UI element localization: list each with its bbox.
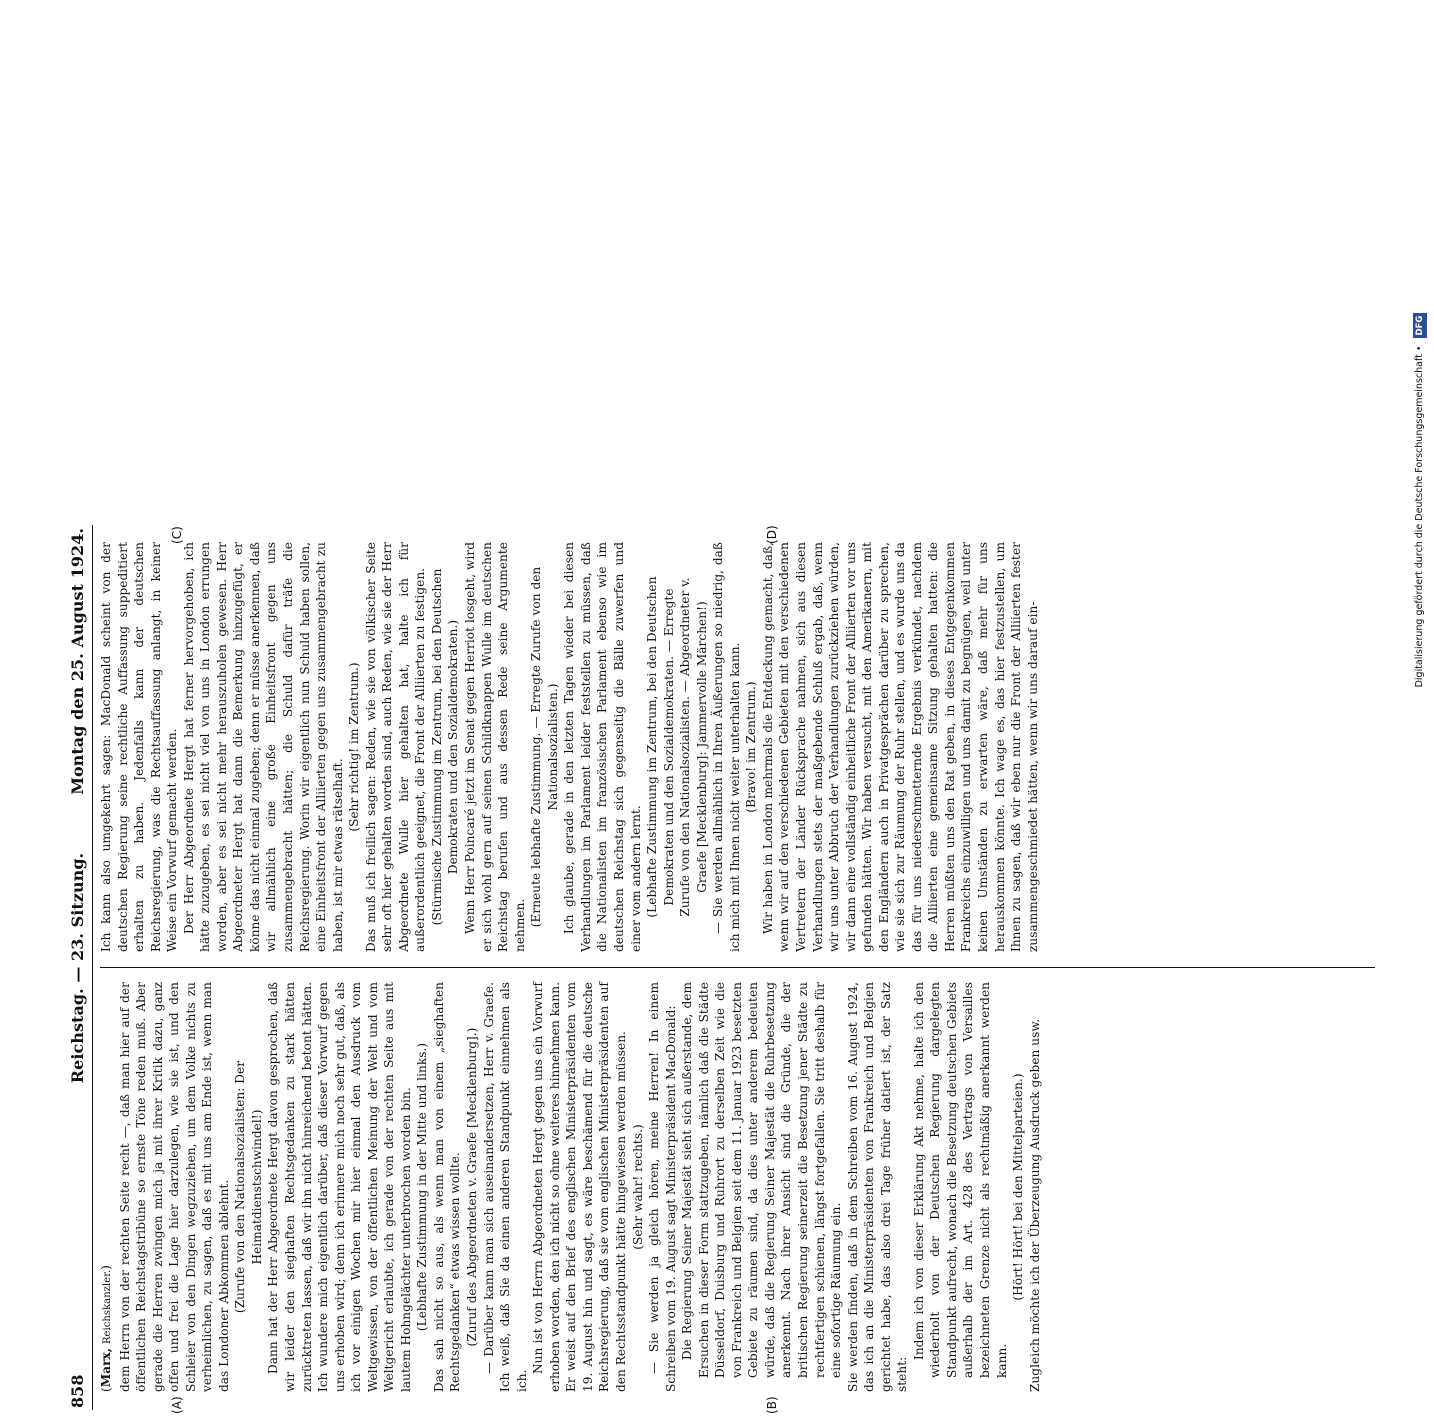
credit-separator: • bbox=[1414, 345, 1425, 352]
paragraph: Dann hat der Herr Abgeordnete Hergt davon gesprochen, daß wir leider den sieghaften Rechtsgedanken zu stark hätten zurücktreten lassen, daß wir ihn nicht hinreichend betont hätten. Ich wundere mich eigentlich darüber, daß dieser Vorwurf gegen uns erhoben wird; denn ich erinnere mich noch sehr gut, daß, als ich vor einigen Wochen mir hier einmal den Ausdruck vom Weltgewissen, von der öffentlichen Meinung der Welt und vom Weltgericht erlaubte, ich gerade von der rechten Seite aus mit lautem Hohngelächter unterbrochen worden bin. bbox=[266, 982, 413, 1392]
speaker-name: Marx, bbox=[99, 1347, 113, 1388]
paragraph: — Sie werden ja gleich hören, meine Herren! In einem Schreiben vom 19. August sagt Ministerpräsident MacDonald: bbox=[647, 982, 678, 1392]
interjection: (Sehr wahr! rechts.) bbox=[630, 1124, 645, 1250]
column-divider bbox=[100, 967, 1375, 968]
quotation: Die Regierung Seiner Majestät sieht sich außerstande, dem Ersuchen in dieser Form stattzugeben, nämlich daß die Städte Düsseldorf, Duisburg und Ruhrort zu derselben Zeit wie die von Frankreich und Belgien seit dem 11. Januar 1923 besetzten Gebiete zu räumen sind, da dies unter anderem bedeuten würde, daß die Regierung Seiner Majestät die Ruhrbesetzung anerkennt. Nach ihrer Ansicht sind die Gründe, die der britischen Regierung seinerzeit die Besetzung jener Städte zu rechtfertigen schienen, längst fortgefallen. Sie tritt deshalb für eine sofortige Räumung ein. bbox=[680, 982, 844, 1378]
paragraph: Ich glaube, gerade in den letzten Tagen wieder bei diesen Verhandlungen im Parlament leider feststellen zu müssen, daß die Nationalisten im französischen Parlament ebenso wie im deutschen Reichstag sich gegenseitig die Bälle zuwerfen und einer vom andern lernt. bbox=[562, 542, 643, 952]
scanned-page bbox=[60, 65, 1415, 1414]
interjection: (Lebhafte Zustimmung in der Mitte und links.) bbox=[415, 1042, 430, 1332]
paragraph: — Darüber kann man sich auseinandersetzen, Herr v. Graefe. Ich weiß, daß Sie da einen anderen Standpunkt einnehmen als ich. bbox=[481, 982, 529, 1392]
margin-marker-b: (B) bbox=[765, 1396, 779, 1414]
speaker-line: (Marx, Reichskanzler.) bbox=[99, 1265, 113, 1392]
digitization-credit bbox=[1413, 220, 1427, 780]
page-number: 858 bbox=[68, 1374, 87, 1408]
paragraph: Sie werden finden, daß in dem Schreiben vom 16. August 1924, das ich an die Ministerpräsidenten von Frankreich und Belgien gerichtet habe, das also drei Tage früher datiert ist, der Satz steht: bbox=[845, 982, 910, 1392]
header-rule bbox=[92, 525, 93, 1410]
interjection: (Lebhafte Zustimmung im Zentrum, bei den Deutschen Demokraten und den Sozialdemokraten. — Erregte Zurufe von den Nationalsozialisten. — Abgeordneter v. Graefe [Mecklenburg]: Jammervolle Märchen!) bbox=[645, 576, 709, 918]
paragraph: Wenn Herr Poincaré jetzt im Senat gegen Herriot losgeht, wird er sich wohl gern auf seinen Schildknappen Wulle im deutschen Reichstag berufen und aus dessen Rede seine Argumente nehmen. bbox=[463, 542, 527, 952]
interjection: (Zuruf des Abgeordneten v. Graefe [Mecklenburg].) bbox=[465, 1027, 480, 1347]
paragraph: — Sie werden allmählich in Ihren Äußerungen so niedrig, daß ich mich mit Ihnen nicht weiter unterhalten kann. bbox=[711, 542, 742, 952]
margin-marker-a: (A) bbox=[170, 1396, 184, 1414]
paragraph: dem Herrn von der rechten Seite recht —, daß man hier auf der öffentlichen Reichstagstribüne so ernste Töne reden muß. Aber gerade die Herren zwingen mich ja mit ihrer Kritik dazu, ganz offen und frei die Lage hier darzulegen, wie sie ist, und den Schleier von den Dingen wegzuziehen, um dem Volke nichts zu verheimlichen, zu sagen, daß es mit uns am Ende ist, wenn man das Londoner Abkommen ablehnt. bbox=[117, 982, 231, 1392]
left-column bbox=[98, 982, 1388, 1392]
interjection: (Sehr richtig! im Zentrum.) bbox=[347, 662, 362, 832]
quotation: Indem ich von dieser Erklärung Akt nehme, halte ich den wiederholt von der Deutschen Regierung dargelegten Standpunkt aufrecht, wonach die Besetzung deutschen Gebiets außerhalb der im Art. 428 des Vertrags von Versailles bezeichneten Grenze nicht als rechtmäßig anerkannt werden kann. bbox=[911, 982, 1009, 1378]
interjection: (Bravo! im Zentrum.) bbox=[744, 681, 759, 813]
interjection: (Stürmische Zustimmung im Zentrum, bei den Deutschen Demokraten und den Sozialdemokraten.) bbox=[429, 568, 461, 926]
right-column bbox=[98, 542, 1388, 952]
page-header bbox=[66, 528, 90, 1408]
paragraph: Wir haben in London mehrmals die Entdeckung gemacht, daß, wenn wir auf den verschiedenen Gebieten mit den verschiedenen Vertretern der Länder Rücksprache nahmen, sich aus diesen Verhandlungen stets der maßgebende Schluß ergab, daß, wenn wir uns unter Abbruch der Verhandlungen zurückziehen würden, wir dann eine vollständig einheitliche Front der Alliierten vor uns gefunden hätten. Wir haben versucht, mit den Amerikanern, mit den Engländern auch in Privatgesprächen darüber zu sprechen, wie sie sich zur Räumung der Ruhr stellen, und es wurde uns da das für uns niederschmetternde Ergebnis verkündet, nachdem die Alliierten eine gemeinsame Sitzung gehalten hatten: die Herren müßten uns den Rat geben, in dieses Entgegenkommen Frankreichs einzuwilligen und uns damit zu begnügen, weil unter keinen Umständen zu erwarten wäre, daß mehr für uns herauskommen könnte. Ich wage es, das hier festzustellen, um Ihnen zu sagen, daß wir eben nur die Front der Alliierten fester zusammengeschmiedet hätten, wenn wir uns darauf ein- bbox=[760, 542, 1040, 952]
speaker-role: Reichskanzler. bbox=[102, 1269, 113, 1345]
paragraph: Das sah nicht so aus, als wenn man von einem „sieghaften Rechtsgedanken“ etwas wissen wollte. bbox=[431, 982, 463, 1392]
paragraph: Das muß ich freilich sagen: Reden, wie sie von völkischer Seite sehr oft hier gehalten worden sind, auch Reden, wie sie der Herr Abgeordnete Wulle hier gehalten hat, halte ich für außerordentlich geeignet, die Front der Alliierten zu festigen. bbox=[363, 542, 428, 952]
interjection: (Zurufe von den Nationalsozialisten: Der Heimatdienstschwindel!) bbox=[233, 1060, 264, 1314]
interjection: (Hört! Hört! bei den Mittelparteien.) bbox=[1011, 1073, 1026, 1301]
margin-marker-d: (D) bbox=[765, 525, 779, 544]
margin-marker-c: (C) bbox=[170, 526, 184, 544]
session-title: Reichstag. — 23. Sitzung. bbox=[68, 852, 87, 1084]
interjection: (Erneute lebhafte Zustimmung. — Erregte Zurufe von den Nationalsozialisten.) bbox=[529, 566, 560, 928]
credit-text: Digitalisierung gefördert durch die Deutsche Forschungsgemeinschaft bbox=[1414, 354, 1425, 688]
rotated-page-content bbox=[60, 515, 1415, 1420]
session-date: Montag den 25. August 1924. bbox=[68, 528, 87, 795]
dfg-logo-icon: DFG bbox=[1413, 313, 1427, 339]
paragraph: Der Herr Abgeordnete Hergt hat ferner hervorgehoben, ich hätte zuzugeben, es sei nicht viel von uns in London errungen worden, aber es sei nicht mehr herauszuholen gewesen. Herr Abgeordneter Hergt hat dann die Bemerkung hinzugefügt, er könne das nicht einmal zugeben; denn er müsse anerkennen, daß wir allmählich eine große Einheitsfront gegen uns zusammengebracht hätten; die Schuld dafür träfe die Reichsregierung. Worin wir eigentlich nun Schuld haben sollen, eine Einheitsfront der Alliierten gegen uns zusammengebracht zu haben, ist mir etwas rätselhaft. bbox=[181, 542, 345, 952]
paragraph: Ich kann also umgekehrt sagen: MacDonald scheint von der deutschen Regierung seine rechtliche Auffassung suppeditiert erhalten zu haben. Jedenfalls kann der deutschen Reichsregierung, was die Rechtsauffassung anlangt, in keiner Weise ein Vorwurf gemacht werden. bbox=[99, 542, 180, 952]
paragraph: Zugleich möchte ich der Überzeugung Ausdruck geben usw. bbox=[1027, 1018, 1042, 1392]
paragraph: Nun ist von Herrn Abgeordneten Hergt gegen uns ein Vorwurf erhoben worden, den ich nicht so ohne weiteres hinnehmen kann. Er weist auf den Brief des englischen Ministerpräsidenten vom 19. August hin und sagt, es wäre beschämend für die deutsche Reichsregierung, daß sie vom englischen Ministerpräsidenten auf den Rechtsstandpunkt hätte hingewiesen werden müssen. bbox=[531, 982, 628, 1392]
